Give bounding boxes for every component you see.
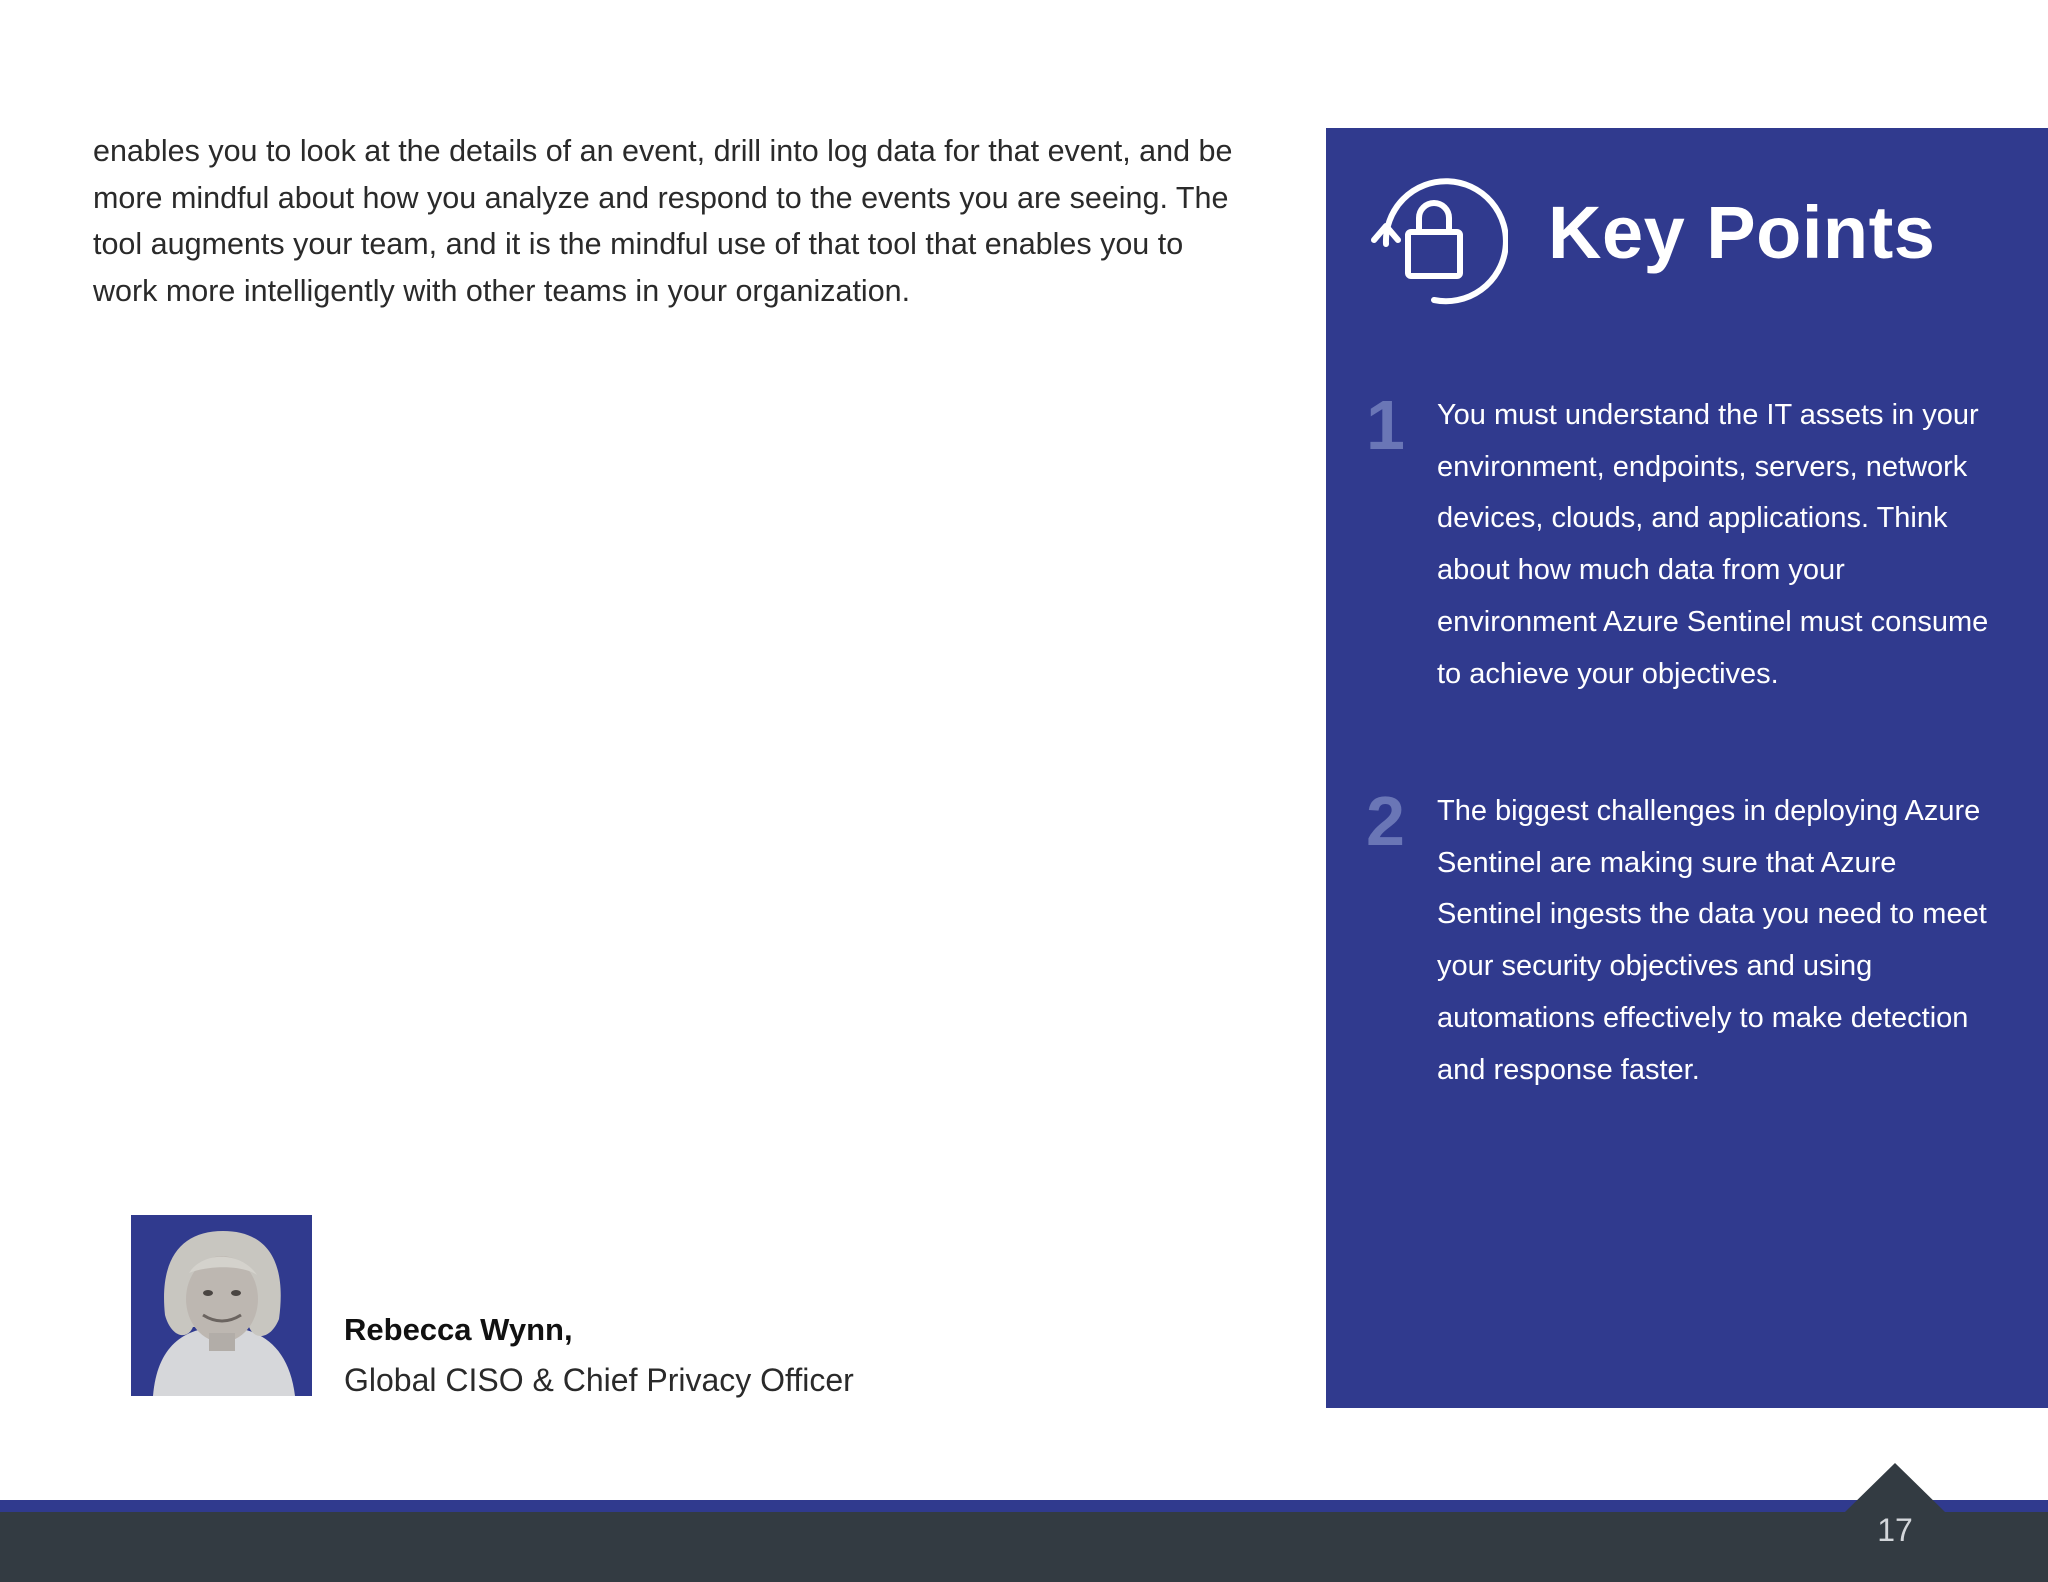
author-name: Rebecca Wynn,: [344, 1312, 573, 1347]
key-point-number: 2: [1366, 782, 1405, 860]
key-point-number: 1: [1366, 386, 1405, 464]
page-number: 17: [1877, 1512, 1913, 1548]
author-role: Global CISO & Chief Privacy Officer: [344, 1362, 854, 1398]
author-photo: [131, 1215, 312, 1396]
footer-bar: [0, 1512, 2048, 1582]
lock-refresh-icon: [1360, 172, 1508, 308]
avatar: [131, 1215, 312, 1396]
key-point-text: You must understand the IT assets in your environment, endpoints, servers, network devices, clouds, and applications. Think about how much data from your environment Azure Sentinel must consume to achieve your objectives.: [1437, 399, 1989, 690]
key-points-panel: [1326, 128, 2048, 1408]
footer-stripe: [0, 1500, 2048, 1512]
body-paragraph: enables you to look at the details of an event, drill into log data for that event, and be more mindful about how you analyze and respond to the events you are seeing. The tool augments your team, and it is the mindful use of that tool that enables you to work more intelligently with other teams in your organization.: [93, 134, 1233, 308]
key-point-text: The biggest challenges in deploying Azure Sentinel are making sure that Azure Sentinel ingests the data you need to meet your security objectives and using automations effectively to make detection and response faster.: [1437, 795, 1987, 1086]
key-points-title: Key Points: [1548, 191, 1936, 274]
